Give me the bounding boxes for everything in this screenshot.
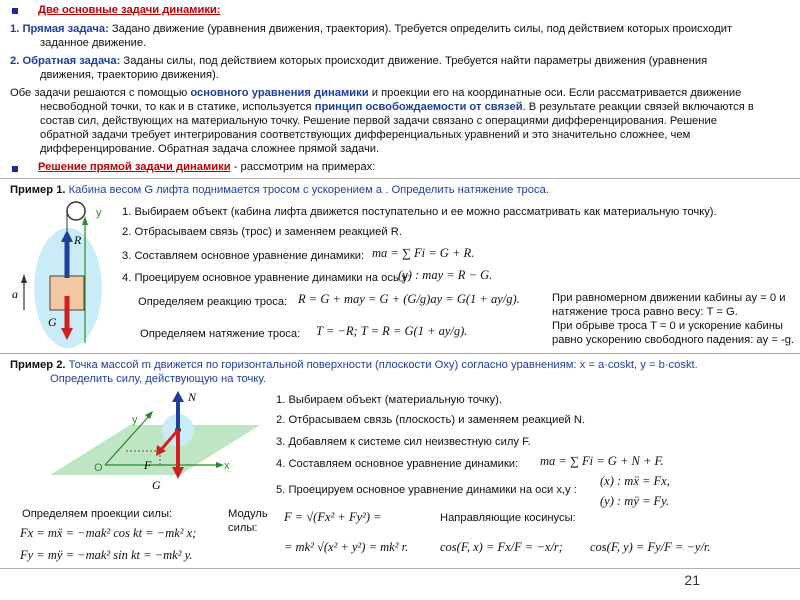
ex1-step2: 2. Отбрасываем связь (трос) и заменяем реакцией R. bbox=[122, 226, 402, 238]
ex1-step3: 3. Составляем основное уравнение динамики: bbox=[122, 250, 365, 262]
fig1-y-label: y bbox=[96, 207, 102, 219]
ex2-step5: 5. Проецируем основное уравнение динамики на оси x,y : bbox=[276, 484, 577, 496]
pulley bbox=[67, 202, 85, 220]
inverse-task-label: 2. Обратная задача: bbox=[10, 55, 121, 67]
fig2-N-label: N bbox=[188, 390, 197, 404]
direct-task-line1 bbox=[10, 22, 732, 36]
paragraph-line1 bbox=[10, 86, 741, 100]
direct-task-line2: заданное движение. bbox=[40, 37, 147, 49]
example2-title bbox=[10, 358, 698, 372]
example2-text: Точка массой m движется по горизонтальной поверхности (плоскости Oxy) согласно уравнениям: x = a·coskt, y = b·coskt. bbox=[65, 359, 698, 371]
example1-text: Кабина весом G лифта поднимается тросом с ускорением a . Определить натяжение троса. bbox=[65, 184, 549, 196]
ex1-eq-reaction: R = G + may = G + (G/g)ay = G(1 + ay/g). bbox=[298, 292, 520, 306]
ex2-eq-cosx: cos(F, x) = Fx/F = −x/r; bbox=[440, 540, 563, 554]
ex2-modulus-label2: силы: bbox=[228, 522, 258, 534]
ex1-eq-main: ma = ∑ Fi = G + R. bbox=[372, 246, 475, 260]
para-2a: несвободной точки, то как и в статике, используется bbox=[40, 101, 315, 113]
solve-line bbox=[38, 160, 375, 174]
fig1-G-label: G bbox=[48, 315, 57, 329]
ex1-step4: 4. Проецируем основное уравнение динамики на ось y: bbox=[122, 272, 411, 284]
paragraph-line3: состав сил, действующих на материальную точку. Решение первой задачи связано с операциями дифференцирования. Решение bbox=[40, 115, 717, 127]
solve-label: Решение прямой задачи динамики bbox=[38, 161, 231, 173]
ex2-eq-fy: Fy = mÿ = −mak² sin kt = −mk² y. bbox=[20, 548, 193, 562]
ex2-modulus-label1: Модуль bbox=[228, 508, 268, 520]
ex1-eq-proj: (y) : may = R − G. bbox=[398, 268, 493, 282]
acceleration-arrowhead bbox=[21, 274, 27, 283]
fig2-F-label: F bbox=[144, 458, 152, 472]
ex2-cosines-label: Направляющие косинусы: bbox=[440, 512, 576, 524]
direct-task-text: Задано движение (уравнения движения, траектория). Требуется определить силы, под действием которых происходит bbox=[108, 23, 733, 35]
ex2-projections-label: Определяем проекции силы: bbox=[22, 508, 173, 520]
fig2-G-label: G bbox=[152, 478, 161, 492]
paragraph-line4: обратной задачи требует интегрирования соответствующих дифференциальных уравнений и это значительно сложнее, чем bbox=[40, 129, 691, 141]
para-b: основного уравнения динамики bbox=[190, 87, 369, 99]
para-a: Обе задачи решаются с помощью bbox=[10, 87, 191, 99]
fig2-y-label: y bbox=[132, 414, 138, 426]
ex2-step1: 1. Выбираем объект (материальную точку). bbox=[276, 394, 502, 406]
ex2-eq-y: (y) : mÿ = Fy. bbox=[600, 494, 670, 508]
ex1-note2: натяжение троса равно весу: T = G. bbox=[552, 306, 738, 318]
x-axis-arrow bbox=[216, 462, 224, 468]
page-number: 21 bbox=[684, 572, 700, 588]
fig2-O-label: O bbox=[94, 462, 103, 474]
ex1-note4: равно ускорению свободного падения: ay = -g. bbox=[552, 334, 795, 346]
paragraph-line2 bbox=[40, 100, 754, 114]
divider-2 bbox=[0, 353, 800, 354]
ex2-eq-fmod2: = mk² √(x² + y²) = mk² r. bbox=[284, 540, 409, 554]
section-heading: Две основные задачи динамики: bbox=[38, 4, 221, 16]
ex1-step1: 1. Выбираем объект (кабина лифта движется поступательно и ее можно рассматривать как материальную точку). bbox=[122, 206, 717, 218]
para-2c: . В результате реакции связей включаются в bbox=[522, 101, 754, 113]
ex2-eq-fmod1: F = √(Fx² + Fy²) = bbox=[284, 510, 382, 524]
fig1-R-label: R bbox=[74, 233, 82, 247]
example2-title-line2: Определить силу, действующую на точку. bbox=[50, 373, 266, 385]
ex2-eq-fx: Fx = mẍ = −mak² cos kt = −mk² x; bbox=[20, 526, 197, 540]
fig2-x-label: x bbox=[224, 460, 230, 472]
para-2b: принцип освобождаемости от связей bbox=[314, 101, 523, 113]
ex2-step2: 2. Отбрасываем связь (плоскость) и заменяем реакцией N. bbox=[276, 414, 586, 426]
example2-label: Пример 2. bbox=[10, 359, 66, 371]
example1-label: Пример 1. bbox=[10, 184, 66, 196]
ex1-eq-tension: T = −R; T = R = G(1 + ay/g). bbox=[316, 324, 468, 338]
divider-1 bbox=[0, 178, 800, 179]
inverse-task-line1 bbox=[10, 54, 707, 68]
reaction-arrowhead bbox=[172, 391, 184, 402]
para-c: и проекции его на координатные оси. Если рассматривается движение bbox=[368, 87, 742, 99]
ex2-step4: 4. Составляем основное уравнение динамики: bbox=[276, 458, 519, 470]
inverse-task-line2: движения, траекторию движения). bbox=[40, 69, 219, 81]
solve-text: - рассмотрим на примерах: bbox=[230, 161, 376, 173]
plane-figure bbox=[10, 385, 260, 495]
direct-task-label: 1. Прямая задача: bbox=[10, 23, 109, 35]
footer-divider bbox=[0, 568, 800, 569]
ex2-eq-cosy: cos(F, y) = Fy/F = −y/r. bbox=[590, 540, 711, 554]
inverse-task-text: Заданы силы, под действием которых происходит движение. Требуется найти параметры движения (уравнения bbox=[120, 55, 708, 67]
ex2-eq-x: (x) : mẍ = Fx, bbox=[600, 474, 670, 488]
paragraph-line5: дифференцирование. Обратная задача сложнее прямой задачи. bbox=[40, 143, 380, 155]
y-axis-arrow bbox=[145, 411, 153, 419]
ex2-eq-main: ma = ∑ Fi = G + N + F. bbox=[540, 454, 664, 468]
ex1-note1: При равномерном движении кабины ay = 0 и bbox=[552, 292, 786, 304]
fig1-a-label: a bbox=[12, 287, 18, 301]
ex1-tension-label: Определяем натяжение троса: bbox=[140, 328, 301, 340]
ex1-reaction-label: Определяем реакцию троса: bbox=[138, 296, 288, 308]
bullet-2 bbox=[12, 166, 18, 172]
example1-title bbox=[10, 183, 549, 197]
ex1-note3: При обрыве троса T = 0 и ускорение кабины bbox=[552, 320, 783, 332]
bullet-1 bbox=[12, 8, 18, 14]
ex2-step3: 3. Добавляем к системе сил неизвестную силу F. bbox=[276, 436, 531, 448]
elevator-figure bbox=[10, 198, 120, 348]
